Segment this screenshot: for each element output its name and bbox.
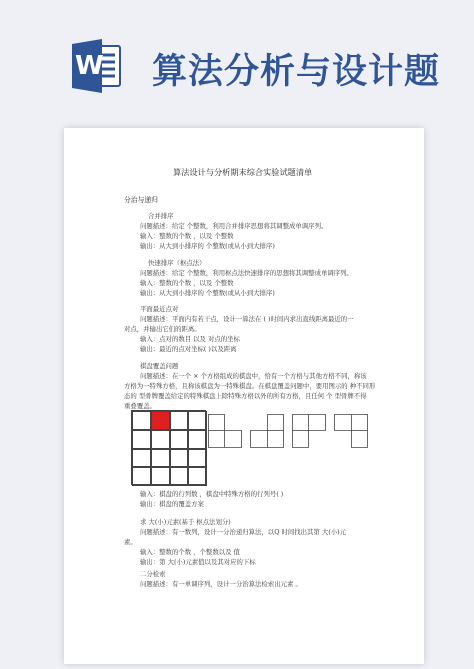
l-tromino-figure-1 [208,414,242,448]
closest-pair-desc-2: 对点，并输出它们的距离。 [124,325,201,333]
section-title: 分治与递归 [124,196,158,204]
chessboard-desc-3: 态的 型骨牌覆盖给定的特殊棋盘上除特殊方格以外的所有方格，且任何 个 型骨牌不得 [124,392,367,400]
chessboard-desc-2: 方格为一特殊方格，且称该棋盘为一特殊棋盘。在棋盘覆盖问题中，要用图示的 种不同形 [124,382,376,390]
binary-search-title: 二分检索 [140,570,166,578]
closest-pair-input: 输入：点对的数目 以及 对点的坐标 [140,335,240,343]
quick-sort-input: 输入：整数的个数 ，以及 个整数 [140,279,234,287]
chessboard-output: 输出：棋盘的覆盖方案 [140,500,204,508]
board-cell [170,411,189,430]
quick-sort-desc: 问题描述：给定 个整数，利用枢点法快速排序的思想将其调整成单调序列。 [140,269,353,277]
kth-element-output: 输出：第 大(小)元素值以及其对应的下标 [140,558,256,566]
chessboard-desc-1: 问题描述：在一个 × 个方格组成的棋盘中，恰有一个方格与其他方格不同，称该 [140,372,367,380]
board-cell [132,411,151,430]
word-logo-letter: W [75,51,104,81]
board-cell [170,430,189,449]
board-cell [170,449,189,468]
special-square [151,411,170,430]
closest-pair-desc-1: 问题描述：平面内有若干点，设计一算法在 ( )时间内求出直线距离最近的一 [140,315,354,323]
kth-element-input: 输入：整数的个数 ，个整数以及 值 [140,548,240,556]
board-cell [151,449,170,468]
document-page [64,128,424,664]
quick-sort-output: 输出：从大到小排序的 个整数(或从小到大排序) [140,289,275,297]
document-heading: 算法设计与分析期末综合实验试题清单 [173,167,313,177]
board-cell [188,449,207,468]
chessboard-title: 棋盘覆盖问题 [140,362,179,370]
chessboard-desc-4: 重叠覆盖。 [124,402,156,410]
closest-pair-title: 平面最近点对 [140,305,179,313]
chessboard-input: 输入：棋盘的行列数 ，棋盘中特殊方格的行列号( ) [140,490,284,498]
kth-element-desc-2: 素。 [124,538,137,546]
kth-element-desc-1: 问题描述：有一数列，设计一分治递归算法，以Q 时间找出其第 大(小)元 [140,528,347,536]
board-cell [132,467,151,486]
l-tromino-figure-3 [292,414,326,448]
kth-element-title: 求 大(小)元素(基于 枢点法划分) [140,518,231,526]
board-cell [188,430,207,449]
merge-sort-title: 合并排序 [148,212,174,220]
binary-search-desc: 问题描述：有一单调序列，设计一分治算法检索出元素 。 [140,580,302,588]
board-cell [151,430,170,449]
header-banner [0,0,474,125]
merge-sort-output: 输出：从大到小排序的 个整数(或从小到大排序) [140,242,275,250]
board-cell [151,467,170,486]
closest-pair-output: 输出：最近的点对坐标( )以及距离 [140,345,237,353]
board-cell [188,467,207,486]
merge-sort-desc: 问题描述：给定 个整数，利用合并排序思想将其调整成单调序列。 [140,222,328,230]
l-tromino-figure-4 [334,414,368,448]
l-tromino-figure-2 [250,414,284,448]
board-cell [132,449,151,468]
board-cell [170,467,189,486]
word-doc-icon [70,38,122,94]
board-cell [188,411,207,430]
board-cell [132,430,151,449]
banner-title: 算法分析与设计题 [152,52,441,92]
quick-sort-title: 快速排序（枢点法） [148,259,206,267]
special-chessboard-figure [131,410,206,485]
merge-sort-input: 输入：整数的个数 ，以及 个整数 [140,232,234,240]
